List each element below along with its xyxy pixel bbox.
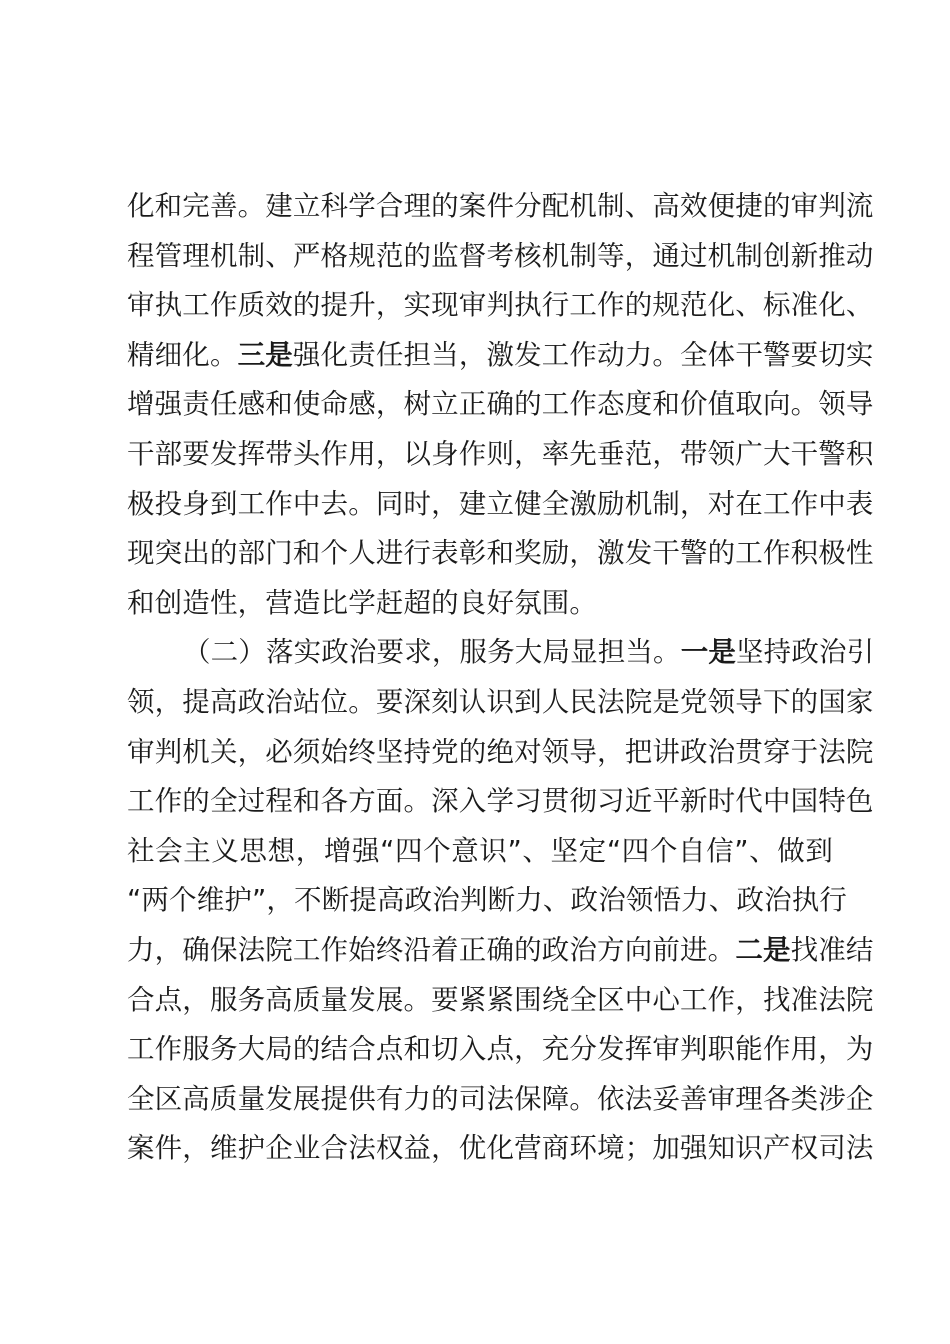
text-run: 全区高质量发展提供有力的司法保障。依法妥善审理各类涉企 xyxy=(127,1082,874,1115)
text-line xyxy=(127,579,833,629)
bold-marker: 二是 xyxy=(735,933,791,966)
text-line xyxy=(127,678,874,728)
text-line xyxy=(127,1124,874,1174)
text-run: 现突出的部门和个人进行表彰和奖励，激发干警的工作积极性 xyxy=(127,537,874,570)
text-line xyxy=(127,1075,874,1125)
text-run: 工作的全过程和各方面。深入学习贯彻习近平新时代中国特色 xyxy=(127,785,874,818)
text-line xyxy=(127,827,833,877)
text-run: “两个维护”，不断提高政治判断力、政治领悟力、政治执行 xyxy=(127,884,848,917)
text-line xyxy=(127,182,874,232)
text-run: 干部要发挥带头作用，以身作则，率先垂范，带领广大干警积 xyxy=(127,437,874,470)
text-line xyxy=(127,232,874,282)
bold-marker: 三是 xyxy=(237,338,293,371)
body-text xyxy=(127,182,875,1174)
text-run: 社会主义思想，增强“四个意识”、坚定“四个自信”、做到 xyxy=(127,834,833,867)
text-run: 合点，服务高质量发展。要紧紧围绕全区中心工作，找准法院 xyxy=(127,983,874,1016)
bold-marker: 一是 xyxy=(680,636,737,669)
text-run: 领，提高政治站位。要深刻认识到人民法院是党领导下的国家 xyxy=(127,685,874,718)
text-run: 极投身到工作中去。同时，建立健全激励机制，对在工作中表 xyxy=(127,487,874,520)
text-run: 化和完善。建立科学合理的案件分配机制、高效便捷的审判流 xyxy=(127,190,874,222)
text-line xyxy=(127,529,874,579)
text-line xyxy=(127,926,874,976)
text-line xyxy=(127,728,874,778)
text-run: 和创造性，营造比学赶超的良好氛围。 xyxy=(127,586,598,619)
text-line xyxy=(127,777,874,827)
text-line xyxy=(127,480,874,530)
text-line xyxy=(127,430,874,480)
text-run: 案件，维护企业合法权益，优化营商环境；加强知识产权司法 xyxy=(127,1132,874,1165)
text-run: 程管理机制、严格规范的监督考核机制等，通过机制创新推动 xyxy=(127,239,874,272)
text-run: 审执工作质效的提升，实现审判执行工作的规范化、标准化、 xyxy=(127,289,874,322)
text-line xyxy=(127,380,874,430)
text-line xyxy=(127,976,874,1026)
text-run: 精细化。 xyxy=(127,338,238,371)
text-run: 力，确保法院工作始终沿着正确的政治方向前进。 xyxy=(127,933,736,966)
text-run: 强化责任担当，激发工作动力。全体干警要切实 xyxy=(292,338,874,371)
text-run: 工作服务大局的结合点和切入点，充分发挥审判职能作用，为 xyxy=(127,1033,874,1066)
text-run: （二）落实政治要求，服务大局显担当。 xyxy=(183,636,681,669)
text-line xyxy=(127,876,848,926)
text-run: 找准结 xyxy=(790,933,874,966)
text-line xyxy=(127,331,874,381)
text-line xyxy=(127,628,875,678)
text-run: 增强责任感和使命感，树立正确的工作态度和价值取向。领导 xyxy=(127,388,874,421)
text-line xyxy=(127,1025,874,1075)
text-run: 审判机关，必须始终坚持党的绝对领导，把讲政治贯穿于法院 xyxy=(127,735,874,768)
text-run: 坚持政治引 xyxy=(736,636,875,669)
text-line xyxy=(127,281,874,331)
